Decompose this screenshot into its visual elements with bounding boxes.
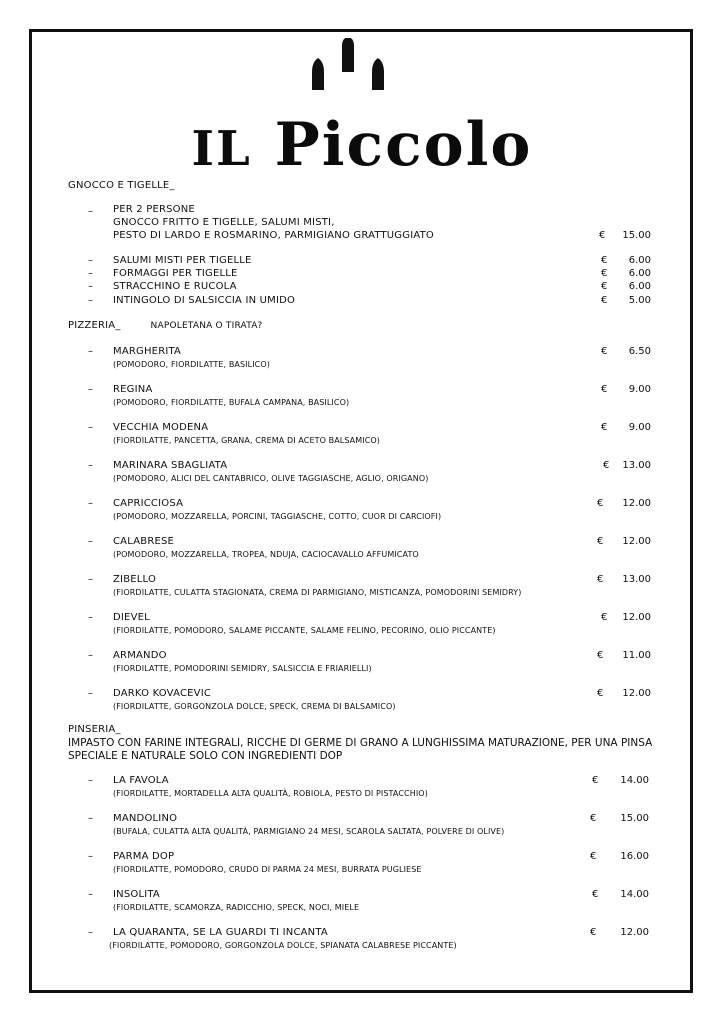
item-name: ZIBELLO (113, 574, 157, 585)
item-price: 6.50 (628, 346, 651, 357)
item-dash: – (88, 460, 93, 471)
item-dash: – (88, 612, 93, 623)
item-dash: – (88, 295, 93, 306)
item-name: INSOLITA (113, 889, 160, 900)
item-name: VECCHIA MODENA (113, 422, 209, 433)
euro-sign: € (597, 688, 604, 699)
item-name: LA QUARANTA, SE LA GUARDI TI INCANTA (113, 927, 328, 938)
item-dash: – (88, 688, 93, 699)
item-name: CALABRESE (113, 536, 175, 547)
item-name: MARINARA SBAGLIATA (113, 460, 228, 471)
item-ingredients: (FIORDILATTE, POMODORINI SEMIDRY, SALSICCIA E FRIARIELLI) (113, 664, 372, 673)
euro-sign: € (599, 230, 606, 241)
item-dash: – (88, 851, 93, 862)
pizzeria-note: NAPOLETANA O TIRATA? (150, 321, 263, 331)
euro-sign: € (592, 889, 599, 900)
item-name: SALUMI MISTI PER TIGELLE (113, 255, 252, 266)
item-price: 5.00 (628, 295, 651, 306)
item-dash: – (88, 281, 93, 292)
item-ingredients: (FIORDILATTE, CULATTA STAGIONATA, CREMA DI PARMIGIANO, MISTICANZA, POMODORINI SEMIDRY) (113, 588, 522, 597)
item-dash: – (88, 574, 93, 585)
combo-line-2: GNOCCO FRITTO E TIGELLE, SALUMI MISTI, (113, 217, 335, 228)
item-name: REGINA (113, 384, 153, 395)
title-main: Piccolo (274, 110, 533, 180)
item-dash: – (88, 422, 93, 433)
item-ingredients: (FIORDILATTE, GORGONZOLA DOLCE, SPECK, CREMA DI BALSAMICO) (113, 702, 396, 711)
euro-sign: € (603, 460, 610, 471)
item-ingredients: (FIORDILATTE, MORTADELLA ALTA QUALITÀ, ROBIOLA, PESTO DI PISTACCHIO) (113, 789, 428, 798)
item-price: 12.00 (622, 612, 651, 623)
euro-sign: € (590, 851, 597, 862)
item-ingredients: (FIORDILATTE, SCAMORZA, RADICCHIO, SPECK, NOCI, MIELE (113, 903, 360, 912)
item-dash: – (88, 927, 93, 938)
section-heading-pinseria: PINSERIA_ (68, 724, 121, 735)
euro-sign: € (601, 346, 608, 357)
item-name: PARMA DOP (113, 851, 175, 862)
euro-sign: € (597, 498, 604, 509)
item-name: DIEVEL (113, 612, 150, 623)
item-name: LA FAVOLA (113, 775, 169, 786)
item-price: 13.00 (622, 460, 651, 471)
item-dash: – (88, 498, 93, 509)
euro-sign: € (601, 384, 608, 395)
euro-sign: € (590, 927, 597, 938)
section-heading-gnocco: GNOCCO E TIGELLE_ (68, 180, 175, 191)
item-price: 12.00 (620, 927, 649, 938)
item-ingredients: (POMODORO, MOZZARELLA, TROPEA, NDUJA, CACIOCAVALLO AFFUMICATO (113, 550, 419, 559)
pinseria-description: IMPASTO CON FARINE INTEGRALI, RICCHE DI GERME DI GRANO A LUNGHISSIMA MATURAZIONE, PER UNA PINSA SPECIALE E NATURALE SOLO CON INGREDIENTI DOP (68, 737, 653, 762)
item-ingredients: (POMODORO, ALICI DEL CANTABRICO, OLIVE TAGGIASCHE, AGLIO, ORIGANO) (113, 474, 429, 483)
item-ingredients: (POMODORO, FIORDILATTE, BUFALA CAMPANA, BASILICO) (113, 398, 350, 407)
euro-sign: € (597, 650, 604, 661)
tower-right-icon (372, 58, 384, 90)
item-dash: – (88, 536, 93, 547)
item-dash: – (88, 775, 93, 786)
combo-line-1: PER 2 PERSONE (113, 204, 195, 215)
item-ingredients: (FIORDILATTE, PANCETTA, GRANA, CREMA DI ACETO BALSAMICO) (113, 436, 381, 445)
tower-center-icon (342, 38, 354, 72)
item-ingredients: (POMODORO, MOZZARELLA, PORCINI, TAGGIASCHE, COTTO, CUOR DI CARCIOFI) (113, 512, 442, 521)
item-ingredients: (FIORDILATTE, POMODORO, GORGONZOLA DOLCE, SPIANATA CALABRESE PICCANTE) (109, 941, 457, 950)
item-dash: – (88, 346, 93, 357)
item-price: 12.00 (622, 536, 651, 547)
item-name: INTINGOLO DI SALSICCIA IN UMIDO (113, 295, 296, 306)
euro-sign: € (597, 574, 604, 585)
item-price: 6.00 (628, 268, 651, 279)
item-dash: – (88, 889, 93, 900)
item-name: STRACCHINO E RUCOLA (113, 281, 237, 292)
item-price: 9.00 (628, 384, 651, 395)
item-price: 15.00 (620, 813, 649, 824)
euro-sign: € (601, 295, 608, 306)
item-dash: – (88, 268, 93, 279)
euro-sign: € (601, 422, 608, 433)
euro-sign: € (592, 775, 599, 786)
tower-logo-icon (308, 38, 388, 98)
item-name: FORMAGGI PER TIGELLE (113, 268, 238, 279)
restaurant-title (0, 108, 724, 186)
item-ingredients: (FIORDILATTE, POMODORO, SALAME PICCANTE, SALAME FELINO, PECORINO, OLIO PICCANTE) (113, 626, 496, 635)
item-name: MARGHERITA (113, 346, 182, 357)
item-price: 15.00 (622, 230, 651, 241)
item-name: DARKO KOVACEVIC (113, 688, 212, 699)
euro-sign: € (601, 268, 608, 279)
euro-sign: € (597, 536, 604, 547)
pizzeria-title: PIZZERIA_ (68, 320, 121, 331)
item-price: 12.00 (622, 498, 651, 509)
euro-sign: € (590, 813, 597, 824)
item-price: 6.00 (628, 255, 651, 266)
item-price: 12.00 (622, 688, 651, 699)
item-dash: – (88, 813, 93, 824)
tower-left-icon (312, 58, 324, 90)
combo-line-3: PESTO DI LARDO E ROSMARINO, PARMIGIANO GRATTUGGIATO (113, 230, 434, 241)
item-price: 14.00 (620, 889, 649, 900)
item-dash: – (88, 255, 93, 266)
item-price: 6.00 (628, 281, 651, 292)
item-name: CAPRICCIOSA (113, 498, 184, 509)
item-price: 9.00 (628, 422, 651, 433)
item-price: 11.00 (622, 650, 651, 661)
euro-sign: € (601, 281, 608, 292)
item-ingredients: (BUFALA, CULATTA ALTA QUALITÀ, PARMIGIANO 24 MESI, SCAROLA SALTATA, POLVERE DI OLIVE) (113, 827, 505, 836)
item-dash: – (88, 384, 93, 395)
item-dash: – (88, 650, 93, 661)
item-price: 13.00 (622, 574, 651, 585)
section-heading-pizzeria (68, 320, 263, 332)
item-ingredients: (POMODORO, FIORDILATTE, BASILICO) (113, 360, 270, 369)
item-name: ARMANDO (113, 650, 167, 661)
item-dash: – (88, 206, 93, 217)
item-price: 16.00 (620, 851, 649, 862)
title-prefix: IL (191, 121, 252, 177)
item-ingredients: (FIORDILATTE, POMODORO, CRUDO DI PARMA 24 MESI, BURRATA PUGLIESE (113, 865, 422, 874)
euro-sign: € (601, 612, 608, 623)
item-name: MANDOLINO (113, 813, 178, 824)
item-price: 14.00 (620, 775, 649, 786)
euro-sign: € (601, 255, 608, 266)
